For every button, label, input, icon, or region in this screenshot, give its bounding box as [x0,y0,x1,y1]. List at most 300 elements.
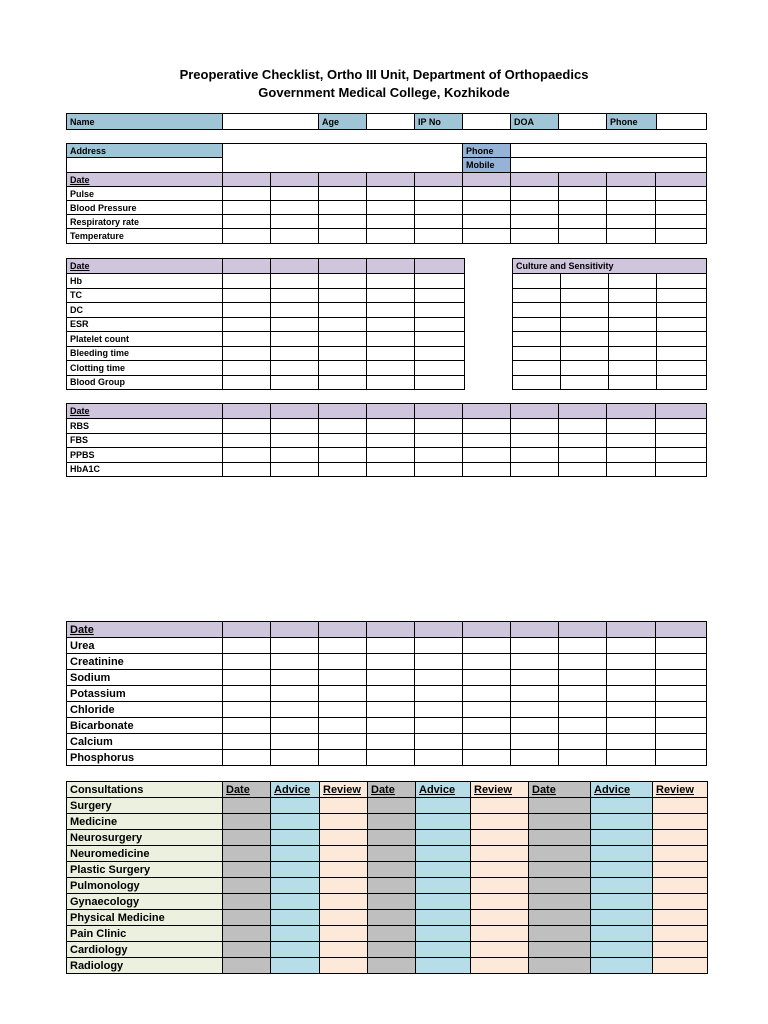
entry-cell[interactable] [367,670,415,686]
entry-cell[interactable] [607,448,656,463]
entry-cell[interactable] [416,878,471,894]
entry-cell[interactable] [607,462,656,477]
entry-cell[interactable] [416,798,471,814]
entry-cell[interactable] [511,734,559,750]
entry-cell[interactable] [367,201,415,215]
entry-cell[interactable] [653,878,708,894]
entry-cell[interactable] [223,229,271,244]
entry-cell[interactable] [415,229,463,244]
entry-cell[interactable] [559,702,607,718]
entry-cell[interactable] [656,638,707,654]
entry-cell[interactable] [607,404,656,419]
entry-cell[interactable] [463,448,511,463]
entry-cell[interactable] [367,317,415,332]
phone-field[interactable] [657,114,707,130]
entry-cell[interactable] [513,317,561,332]
entry-cell[interactable] [559,448,607,463]
entry-cell[interactable] [368,910,416,926]
entry-cell[interactable] [319,433,367,448]
entry-cell[interactable] [513,346,561,361]
entry-cell[interactable] [511,187,559,201]
entry-cell[interactable] [529,878,591,894]
entry-cell[interactable] [319,654,367,670]
entry-cell[interactable] [559,187,607,201]
entry-cell[interactable] [653,926,708,942]
entry-cell[interactable] [559,654,607,670]
entry-cell[interactable] [463,670,511,686]
entry-cell[interactable] [561,361,609,376]
entry-cell[interactable] [223,361,271,376]
entry-cell[interactable] [271,317,319,332]
entry-cell[interactable] [415,654,463,670]
entry-cell[interactable] [319,686,367,702]
entry-cell[interactable] [415,686,463,702]
address-phone-field[interactable] [511,144,707,158]
entry-cell[interactable] [223,750,271,766]
entry-cell[interactable] [415,734,463,750]
entry-cell[interactable] [319,419,367,434]
entry-cell[interactable] [319,173,367,187]
entry-cell[interactable] [657,361,707,376]
entry-cell[interactable] [319,702,367,718]
entry-cell[interactable] [367,346,415,361]
entry-cell[interactable] [223,303,271,318]
entry-cell[interactable] [656,750,707,766]
entry-cell[interactable] [368,798,416,814]
entry-cell[interactable] [319,215,367,229]
entry-cell[interactable] [607,702,656,718]
entry-cell[interactable] [223,878,271,894]
entry-cell[interactable] [463,686,511,702]
entry-cell[interactable] [271,229,319,244]
entry-cell[interactable] [561,332,609,347]
entry-cell[interactable] [223,654,271,670]
entry-cell[interactable] [657,317,707,332]
entry-cell[interactable] [223,375,271,390]
entry-cell[interactable] [416,862,471,878]
entry-cell[interactable] [591,942,653,958]
entry-cell[interactable] [463,654,511,670]
entry-cell[interactable] [319,201,367,215]
entry-cell[interactable] [223,686,271,702]
entry-cell[interactable] [463,638,511,654]
entry-cell[interactable] [271,274,319,289]
entry-cell[interactable] [271,670,319,686]
entry-cell[interactable] [511,670,559,686]
entry-cell[interactable] [559,734,607,750]
entry-cell[interactable] [319,404,367,419]
entry-cell[interactable] [656,201,707,215]
entry-cell[interactable] [511,654,559,670]
entry-cell[interactable] [271,622,319,638]
entry-cell[interactable] [653,942,708,958]
entry-cell[interactable] [319,346,367,361]
entry-cell[interactable] [591,958,653,974]
entry-cell[interactable] [591,894,653,910]
entry-cell[interactable] [223,926,271,942]
age-field[interactable] [367,114,415,130]
entry-cell[interactable] [511,201,559,215]
entry-cell[interactable] [561,288,609,303]
entry-cell[interactable] [271,718,319,734]
entry-cell[interactable] [653,958,708,974]
entry-cell[interactable] [463,462,511,477]
entry-cell[interactable] [271,361,319,376]
entry-cell[interactable] [609,332,657,347]
entry-cell[interactable] [368,894,416,910]
entry-cell[interactable] [529,958,591,974]
entry-cell[interactable] [656,215,707,229]
entry-cell[interactable] [415,404,463,419]
entry-cell[interactable] [223,894,271,910]
entry-cell[interactable] [653,862,708,878]
entry-cell[interactable] [223,798,271,814]
entry-cell[interactable] [367,686,415,702]
name-field[interactable] [223,114,319,130]
entry-cell[interactable] [607,201,656,215]
entry-cell[interactable] [561,274,609,289]
entry-cell[interactable] [609,346,657,361]
entry-cell[interactable] [367,375,415,390]
entry-cell[interactable] [463,404,511,419]
entry-cell[interactable] [319,317,367,332]
entry-cell[interactable] [471,814,529,830]
entry-cell[interactable] [607,686,656,702]
address-mobile-field[interactable] [511,158,707,173]
entry-cell[interactable] [656,404,707,419]
entry-cell[interactable] [367,259,415,274]
entry-cell[interactable] [656,734,707,750]
entry-cell[interactable] [559,433,607,448]
entry-cell[interactable] [367,229,415,244]
entry-cell[interactable] [607,638,656,654]
entry-cell[interactable] [223,638,271,654]
entry-cell[interactable] [607,670,656,686]
entry-cell[interactable] [656,448,707,463]
entry-cell[interactable] [591,926,653,942]
entry-cell[interactable] [529,814,591,830]
entry-cell[interactable] [223,259,271,274]
entry-cell[interactable] [656,419,707,434]
entry-cell[interactable] [559,622,607,638]
entry-cell[interactable] [416,894,471,910]
entry-cell[interactable] [271,201,319,215]
entry-cell[interactable] [609,303,657,318]
entry-cell[interactable] [415,750,463,766]
entry-cell[interactable] [609,375,657,390]
entry-cell[interactable] [511,215,559,229]
entry-cell[interactable] [319,734,367,750]
entry-cell[interactable] [271,448,319,463]
entry-cell[interactable] [367,215,415,229]
entry-cell[interactable] [271,702,319,718]
entry-cell[interactable] [559,670,607,686]
entry-cell[interactable] [271,187,319,201]
ip-no-field[interactable] [463,114,511,130]
entry-cell[interactable] [320,926,368,942]
entry-cell[interactable] [607,433,656,448]
entry-cell[interactable] [471,958,529,974]
entry-cell[interactable] [271,404,319,419]
entry-cell[interactable] [320,958,368,974]
entry-cell[interactable] [415,288,465,303]
entry-cell[interactable] [513,361,561,376]
entry-cell[interactable] [591,878,653,894]
entry-cell[interactable] [511,702,559,718]
entry-cell[interactable] [511,638,559,654]
entry-cell[interactable] [463,433,511,448]
entry-cell[interactable] [271,433,319,448]
entry-cell[interactable] [271,926,320,942]
entry-cell[interactable] [415,361,465,376]
entry-cell[interactable] [271,862,320,878]
entry-cell[interactable] [415,317,465,332]
entry-cell[interactable] [607,734,656,750]
entry-cell[interactable] [529,942,591,958]
entry-cell[interactable] [513,288,561,303]
entry-cell[interactable] [471,798,529,814]
entry-cell[interactable] [559,638,607,654]
doa-field[interactable] [559,114,607,130]
entry-cell[interactable] [657,303,707,318]
entry-cell[interactable] [367,419,415,434]
entry-cell[interactable] [271,734,319,750]
entry-cell[interactable] [561,317,609,332]
entry-cell[interactable] [416,942,471,958]
entry-cell[interactable] [415,433,463,448]
entry-cell[interactable] [319,670,367,686]
entry-cell[interactable] [463,702,511,718]
entry-cell[interactable] [223,718,271,734]
entry-cell[interactable] [223,187,271,201]
entry-cell[interactable] [607,622,656,638]
entry-cell[interactable] [656,654,707,670]
entry-cell[interactable] [561,375,609,390]
entry-cell[interactable] [415,375,465,390]
entry-cell[interactable] [415,201,463,215]
entry-cell[interactable] [271,814,320,830]
entry-cell[interactable] [559,201,607,215]
entry-cell[interactable] [367,734,415,750]
entry-cell[interactable] [271,686,319,702]
entry-cell[interactable] [367,433,415,448]
entry-cell[interactable] [223,958,271,974]
entry-cell[interactable] [607,215,656,229]
entry-cell[interactable] [415,702,463,718]
entry-cell[interactable] [320,846,368,862]
entry-cell[interactable] [223,433,271,448]
entry-cell[interactable] [607,654,656,670]
entry-cell[interactable] [415,448,463,463]
entry-cell[interactable] [416,958,471,974]
entry-cell[interactable] [320,814,368,830]
entry-cell[interactable] [471,926,529,942]
entry-cell[interactable] [368,878,416,894]
entry-cell[interactable] [319,303,367,318]
entry-cell[interactable] [223,332,271,347]
entry-cell[interactable] [511,686,559,702]
entry-cell[interactable] [511,229,559,244]
entry-cell[interactable] [223,862,271,878]
entry-cell[interactable] [463,419,511,434]
entry-cell[interactable] [367,750,415,766]
entry-cell[interactable] [319,288,367,303]
entry-cell[interactable] [320,942,368,958]
entry-cell[interactable] [415,215,463,229]
entry-cell[interactable] [223,734,271,750]
entry-cell[interactable] [513,303,561,318]
entry-cell[interactable] [415,670,463,686]
entry-cell[interactable] [513,375,561,390]
entry-cell[interactable] [559,686,607,702]
entry-cell[interactable] [559,462,607,477]
entry-cell[interactable] [415,462,463,477]
entry-cell[interactable] [415,622,463,638]
entry-cell[interactable] [511,419,559,434]
entry-cell[interactable] [511,718,559,734]
entry-cell[interactable] [320,910,368,926]
entry-cell[interactable] [223,404,271,419]
entry-cell[interactable] [319,361,367,376]
entry-cell[interactable] [657,375,707,390]
entry-cell[interactable] [271,910,320,926]
entry-cell[interactable] [271,958,320,974]
entry-cell[interactable] [561,346,609,361]
entry-cell[interactable] [591,910,653,926]
entry-cell[interactable] [368,926,416,942]
entry-cell[interactable] [223,814,271,830]
entry-cell[interactable] [463,718,511,734]
entry-cell[interactable] [656,187,707,201]
entry-cell[interactable] [319,375,367,390]
entry-cell[interactable] [271,798,320,814]
entry-cell[interactable] [367,404,415,419]
entry-cell[interactable] [271,173,319,187]
entry-cell[interactable] [223,419,271,434]
entry-cell[interactable] [271,419,319,434]
entry-cell[interactable] [271,375,319,390]
entry-cell[interactable] [319,274,367,289]
entry-cell[interactable] [368,846,416,862]
entry-cell[interactable] [415,638,463,654]
entry-cell[interactable] [471,846,529,862]
entry-cell[interactable] [367,622,415,638]
entry-cell[interactable] [320,830,368,846]
entry-cell[interactable] [653,910,708,926]
entry-cell[interactable] [559,419,607,434]
entry-cell[interactable] [415,419,463,434]
entry-cell[interactable] [607,718,656,734]
entry-cell[interactable] [511,173,559,187]
entry-cell[interactable] [559,229,607,244]
entry-cell[interactable] [656,462,707,477]
entry-cell[interactable] [319,448,367,463]
entry-cell[interactable] [607,173,656,187]
entry-cell[interactable] [513,274,561,289]
entry-cell[interactable] [463,622,511,638]
entry-cell[interactable] [271,638,319,654]
entry-cell[interactable] [471,942,529,958]
entry-cell[interactable] [319,229,367,244]
entry-cell[interactable] [367,187,415,201]
entry-cell[interactable] [223,702,271,718]
entry-cell[interactable] [463,187,511,201]
entry-cell[interactable] [367,718,415,734]
entry-cell[interactable] [320,894,368,910]
entry-cell[interactable] [223,215,271,229]
entry-cell[interactable] [561,303,609,318]
entry-cell[interactable] [368,958,416,974]
entry-cell[interactable] [511,750,559,766]
entry-cell[interactable] [367,303,415,318]
entry-cell[interactable] [463,229,511,244]
entry-cell[interactable] [319,638,367,654]
entry-cell[interactable] [463,734,511,750]
entry-cell[interactable] [271,846,320,862]
entry-cell[interactable] [223,910,271,926]
entry-cell[interactable] [656,173,707,187]
entry-cell[interactable] [271,346,319,361]
entry-cell[interactable] [657,288,707,303]
entry-cell[interactable] [656,702,707,718]
entry-cell[interactable] [463,215,511,229]
entry-cell[interactable] [415,346,465,361]
entry-cell[interactable] [415,259,465,274]
entry-cell[interactable] [656,670,707,686]
entry-cell[interactable] [271,878,320,894]
entry-cell[interactable] [657,274,707,289]
entry-cell[interactable] [367,288,415,303]
entry-cell[interactable] [471,894,529,910]
entry-cell[interactable] [223,846,271,862]
entry-cell[interactable] [471,830,529,846]
entry-cell[interactable] [367,448,415,463]
entry-cell[interactable] [529,846,591,862]
entry-cell[interactable] [416,830,471,846]
entry-cell[interactable] [609,274,657,289]
entry-cell[interactable] [271,654,319,670]
entry-cell[interactable] [223,274,271,289]
entry-cell[interactable] [223,288,271,303]
entry-cell[interactable] [415,332,465,347]
entry-cell[interactable] [607,187,656,201]
entry-cell[interactable] [559,404,607,419]
entry-cell[interactable] [320,862,368,878]
entry-cell[interactable] [271,462,319,477]
entry-cell[interactable] [223,173,271,187]
entry-cell[interactable] [319,622,367,638]
entry-cell[interactable] [367,274,415,289]
entry-cell[interactable] [609,361,657,376]
entry-cell[interactable] [416,910,471,926]
entry-cell[interactable] [591,846,653,862]
entry-cell[interactable] [368,830,416,846]
entry-cell[interactable] [607,750,656,766]
entry-cell[interactable] [653,894,708,910]
entry-cell[interactable] [471,878,529,894]
entry-cell[interactable] [271,750,319,766]
entry-cell[interactable] [463,201,511,215]
entry-cell[interactable] [657,346,707,361]
entry-cell[interactable] [320,878,368,894]
entry-cell[interactable] [415,718,463,734]
entry-cell[interactable] [607,419,656,434]
entry-cell[interactable] [368,862,416,878]
entry-cell[interactable] [223,670,271,686]
entry-cell[interactable] [367,173,415,187]
entry-cell[interactable] [653,798,708,814]
entry-cell[interactable] [653,814,708,830]
